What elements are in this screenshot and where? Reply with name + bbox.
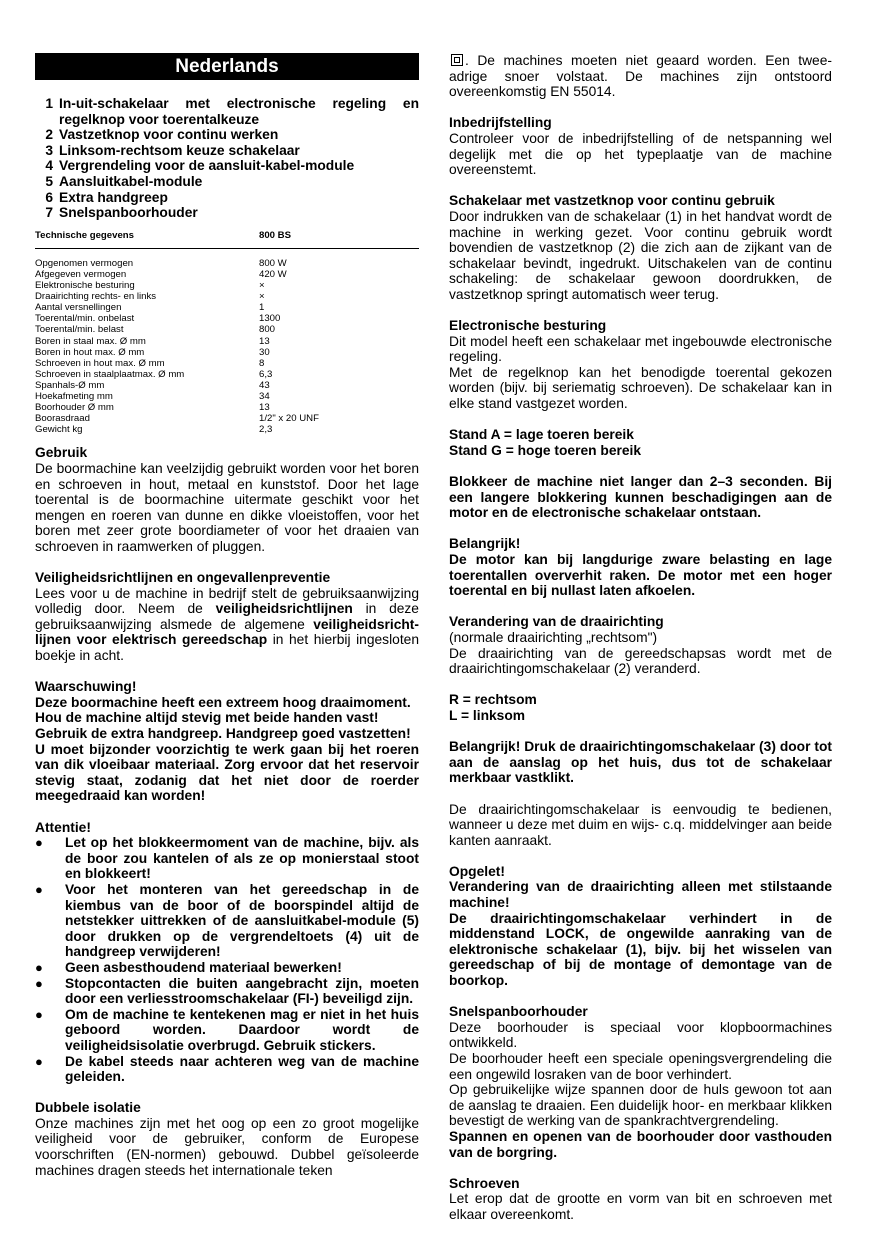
part-label: Snelspanboorhouder <box>59 205 198 221</box>
spec-value: 420 W <box>259 268 287 280</box>
section-text: Spannen en openen van de boorhouder door vasthouden van de borgring. <box>449 1128 832 1160</box>
spec-label: Hoekafmeting mm <box>35 390 113 402</box>
section-text: De draairichtingomschakelaar is eenvoudig te bedienen, wanneer u deze met duim en wijs- c.q. middelvinger aan beide kanten aanraakt. <box>449 801 832 848</box>
spec-label: Elektronische besturing <box>35 280 135 292</box>
spec-label: Boren in staal max. Ø mm <box>35 335 146 347</box>
spec-label: Aantal versnellingen <box>35 302 122 314</box>
section-text: Lees voor u de machine in bedrijf stelt de gebruiksaanwijzing volledig door. Neem de veiligheidsrichtlijnen in deze gebruiksaanwijzing alsmede de algemene veiligheidsricht-lijnen voor elektrisch gereedschap in het hierbij ingesloten boekje in acht. <box>35 585 419 664</box>
section-heading: Opgelet! <box>449 863 505 879</box>
parts-list-item <box>35 205 419 221</box>
section-dubbele-isolatie <box>35 1100 419 1178</box>
section-text: De boormachine kan veelzijdig gebruikt worden voor het boren en schroeven in hout, metaal en kunststof. Door het lage toerental is de boormachine uitermate geschikt voor het mengen en roeren van dunne en dikke vloeistoffen, voor het boren met zeer grote boordiameter of voor het draaien van schroeven in raamwerken of pluggen. <box>35 460 419 554</box>
specs-row <box>35 324 419 335</box>
spec-value: 800 <box>259 324 276 336</box>
specs-row <box>35 402 419 413</box>
attentie-text: Let op het blokkeermoment van de machine, bijv. als de boor zou kantelen of als ze op monierstaal stoot en blokkeert! <box>65 835 419 882</box>
section-text: Onze machines zijn met het oog op een zo groot mogelijke veiligheid voor de gebruiker, conform de Europese voorschriften (EN-normen) gebouwd. Dubbel geïsoleerde machines dragen steeds het internationale teken <box>35 1115 419 1178</box>
specs-row <box>35 380 419 391</box>
attentie-text: De kabel steeds naar achteren weg van de machine geleiden. <box>65 1053 419 1085</box>
warning-line: Hou de machine altijd stevig met beide handen vast! <box>35 710 379 726</box>
specs-row <box>35 336 419 347</box>
warning-line: Gebruik de extra handgreep. Handgreep goed vastzetten! <box>35 726 411 742</box>
spec-label: Draairichting rechts- en links <box>35 291 157 303</box>
part-label: In-uit-schakelaar met electronische regeling en regelknop voor toerentalkeuze <box>59 96 419 127</box>
spec-label: Afgegeven vermogen <box>35 268 127 280</box>
spec-label: Gewicht kg <box>35 424 83 436</box>
section-gebruik <box>35 445 419 554</box>
spec-value: 1/2" x 20 UNF <box>259 413 319 425</box>
specs-row <box>35 424 419 435</box>
part-number: 1 <box>45 96 53 111</box>
spec-label: Spanhals-Ø mm <box>35 379 105 391</box>
bullet-icon: ● <box>35 1053 43 1069</box>
section-text: De motor kan bij langdurige zware belasting en lage toerentallen oververhit raken. De motor met een hoger toerental en bij nullast laten afkoelen. <box>449 552 832 599</box>
specs-row <box>35 369 419 380</box>
section-heading: Gebruik <box>35 445 88 461</box>
warning-line: Deze boormachine heeft een extreem hoog draaimoment. <box>35 694 411 710</box>
spec-label: Boren in hout max. Ø mm <box>35 346 145 358</box>
section-text: Dit model heeft een schakelaar met ingebouwde electronische regeling. <box>449 333 832 365</box>
part-number: 7 <box>45 205 53 221</box>
section-heading: Verandering van de draairichting <box>449 614 664 630</box>
section-heading: Snelspanboorhouder <box>449 1004 588 1020</box>
specs-row <box>35 302 419 313</box>
section-text: Door indrukken van de schakelaar (1) in het handvat wordt de machine in werking gezet. Voor continu gebruik wordt bovendien de vastzetknop (2) die zich aan de zijkant van de schakelaar bevindt, ingedrukt. Uitschakelen van de continu schakeling: de schakelaar gewoon doordrukken, de vastzetknop springt automatisch weer terug. <box>449 208 832 302</box>
specs-header-model: 800 BS <box>259 230 419 249</box>
section-bedienen <box>449 802 832 849</box>
parts-list-item <box>35 127 419 143</box>
section-belangrijk-1 <box>449 536 832 598</box>
section-attentie <box>35 820 419 1085</box>
right-column <box>449 53 832 1223</box>
specs-row <box>35 391 419 402</box>
section-dubbele-isolatie-cont <box>449 53 832 100</box>
parts-list-item <box>35 190 419 206</box>
section-heading: Inbedrijfstelling <box>449 115 552 131</box>
spec-value: 1300 <box>259 313 281 325</box>
section-heading: Schroeven <box>449 1175 520 1191</box>
rechtsom-label: R = rechtsom <box>449 692 537 708</box>
specs-row <box>35 248 419 269</box>
specs-table <box>35 230 419 436</box>
section-text: Blokkeer de machine niet langer dan 2–3 seconden. Bij een langere blokkering kunnen beschadigingen aan de motor en de electronische schakelaar ontstaan. <box>449 474 832 521</box>
section-opgelet <box>449 864 832 989</box>
spec-value: × <box>259 280 265 292</box>
section-heading: Electronische besturing <box>449 318 607 334</box>
specs-row <box>35 313 419 324</box>
bullet-icon: ● <box>35 975 43 991</box>
parts-list <box>35 96 419 221</box>
section-text: Op gebruikelijke wijze spannen door de huls gewoon tot aan de aanslag te draaien. Een duidelijk hoor- en merkbaar klikken bevestigt de werking van de spankrachtvergrendeling. <box>449 1082 832 1129</box>
spec-label: Opgenomen vermogen <box>35 257 134 269</box>
section-text: Met de regelknop kan het benodigde toerental gekozen worden (bijv. bij seriematig schroeven). De schakelaar kan in elke stand vastgezet worden. <box>449 364 832 412</box>
spec-value: 800 W <box>259 257 287 269</box>
specs-header-label: Technische gegevens <box>35 230 259 249</box>
spec-label: Schroeven in hout max. Ø mm <box>35 357 165 369</box>
specs-row <box>35 413 419 424</box>
part-label: Vergrendeling voor de aansluit-kabel-module <box>59 158 355 174</box>
section-heading: Schakelaar met vastzetknop voor continu gebruik <box>449 193 775 209</box>
section-text: . De machines moeten niet geaard worden. Een twee-adrige snoer volstaat. De machines zijn ontstoord overeenkomstig EN 55014. <box>449 53 832 100</box>
part-label: Extra handgreep <box>59 189 168 205</box>
section-text: De draairichtingomschakelaar verhindert in de middenstand LOCK, de ongewilde aanraking van de elektronische schakelaar (1), bijv. bij het wisselen van gereedschap of bij de montage of demontage van de boorkop. <box>449 910 832 989</box>
section-heading: Waarschuwing! <box>35 679 137 695</box>
bullet-icon: ● <box>35 835 43 851</box>
section-belangrijk-2 <box>449 739 832 786</box>
attentie-text: Om de machine te kentekenen mag er niet in het huis geboord worden. Daardoor wordt de veiligheidsisolatie overbrugd. Gebruik stickers. <box>65 1006 419 1053</box>
section-subheading: (normale draairichting „rechtsom") <box>449 629 658 645</box>
bullet-icon: ● <box>35 959 43 975</box>
spec-label: Boorhouder Ø mm <box>35 402 114 414</box>
section-draairichting <box>449 614 832 676</box>
bullet-icon: ● <box>35 881 43 897</box>
attentie-item <box>35 976 419 1007</box>
spec-label: Boorasdraad <box>35 413 90 425</box>
specs-row <box>35 280 419 291</box>
attentie-list <box>35 835 419 1085</box>
section-heading: Veiligheidsrichtlijnen en ongevallenpreventie <box>35 570 331 586</box>
attentie-text: Voor het monteren van het gereedschap in de kiembus van de boor of de boorspindel altijd de netstekker uittrekken of de aansluitkabel-module (5) door drukken op de vergrendeltoets (4) uit de handgreep verwijderen! <box>65 881 419 960</box>
section-waarschuwing <box>35 679 419 804</box>
spec-label: Toerental/min. onbelast <box>35 313 135 325</box>
double-insulation-icon <box>451 54 463 66</box>
part-label: Linksom-rechtsom keuze schakelaar <box>59 142 300 158</box>
spec-value: 13 <box>259 335 270 347</box>
attentie-item <box>35 1054 419 1085</box>
part-number: 3 <box>45 142 53 158</box>
attentie-item <box>35 882 419 960</box>
part-label: Aansluitkabel-module <box>59 173 203 189</box>
stand-g: Stand G = hoge toeren bereik <box>449 442 642 458</box>
specs-row <box>35 269 419 280</box>
spec-value: 43 <box>259 379 270 391</box>
section-rl <box>449 692 832 723</box>
attentie-text: Geen asbesthoudend materiaal bewerken! <box>65 959 342 975</box>
spec-label: Schroeven in staalplaatmax. Ø mm <box>35 368 185 380</box>
specs-row <box>35 358 419 369</box>
section-text: Let erop dat de grootte en vorm van bit en schroeven met elkaar overeenkomt. <box>449 1191 832 1222</box>
section-text: De draairichting van de gereedschapsas wordt met de draairichtingomschakelaar (2) veranderd. <box>449 645 832 677</box>
specs-row <box>35 347 419 358</box>
spec-value: 34 <box>259 390 270 402</box>
spec-value: 6,3 <box>259 368 273 380</box>
spec-label: Toerental/min. belast <box>35 324 124 336</box>
spec-value: × <box>259 291 265 303</box>
parts-list-item <box>35 174 419 190</box>
linksom-label: L = linksom <box>449 707 526 723</box>
section-snelspan <box>449 1004 832 1160</box>
part-number: 4 <box>45 158 53 174</box>
section-stand <box>449 427 832 458</box>
section-blokkeer <box>449 474 832 521</box>
stand-a: Stand A = lage toeren bereik <box>449 427 634 443</box>
spec-value: 8 <box>259 357 265 369</box>
part-number: 5 <box>45 173 53 189</box>
attentie-text: Stopcontacten die buiten aangebracht zijn, moeten door een verliesstroomschakelaar (FI-) beveiligd zijn. <box>65 975 419 1007</box>
part-number: 2 <box>45 127 53 143</box>
parts-list-item <box>35 158 419 174</box>
parts-list-item <box>35 143 419 159</box>
warning-line: U moet bijzonder voorzichtig te werk gaan bij het roeren van dik vloeibaar materiaal. Zorg ervoor dat het reservoir stevig staat, zodanig dat het niet door de roerder meegedraaid kan worden! <box>35 741 419 804</box>
page-title: Nederlands <box>35 53 419 80</box>
left-column <box>35 53 419 1178</box>
section-text: Deze boorhouder is speciaal voor klopboormachines ontwikkeld. <box>449 1019 832 1051</box>
spec-value: 2,3 <box>259 424 273 436</box>
spec-value: 13 <box>259 402 270 414</box>
section-schroeven <box>449 1176 832 1223</box>
section-inbedrijfstelling <box>449 115 832 177</box>
part-label: Vastzetknop voor continu werken <box>59 127 279 143</box>
section-schakelaar <box>449 193 832 302</box>
attentie-item <box>35 960 419 976</box>
spec-value: 30 <box>259 346 270 358</box>
attentie-item <box>35 835 419 882</box>
section-heading: Dubbele isolatie <box>35 1100 141 1116</box>
section-heading: Attentie! <box>35 819 91 835</box>
specs-row <box>35 291 419 302</box>
bullet-icon: ● <box>35 1006 43 1022</box>
section-electronisch <box>449 318 832 412</box>
section-text: Belangrijk! Druk de draairichtingomschakelaar (3) door tot aan de aanslag op het huis, dus tot de schakelaar merkbaar vastklikt. <box>449 739 832 786</box>
attentie-item <box>35 1007 419 1054</box>
parts-list-item <box>35 96 419 127</box>
section-veiligheid <box>35 570 419 664</box>
part-number: 6 <box>45 189 53 205</box>
section-text: De boorhouder heeft een speciale openingsvergrendeling die een ongewild losraken van de boor verhindert. <box>449 1051 832 1082</box>
section-text: Verandering van de draairichting alleen met stilstaande machine! <box>449 879 832 911</box>
spec-value: 1 <box>259 302 265 314</box>
section-heading: Belangrijk! <box>449 536 521 552</box>
section-text: Controleer voor de inbedrijfstelling of de netspanning wel degelijk met die op het typeplaatje van de machine overeenstemt. <box>449 130 832 178</box>
